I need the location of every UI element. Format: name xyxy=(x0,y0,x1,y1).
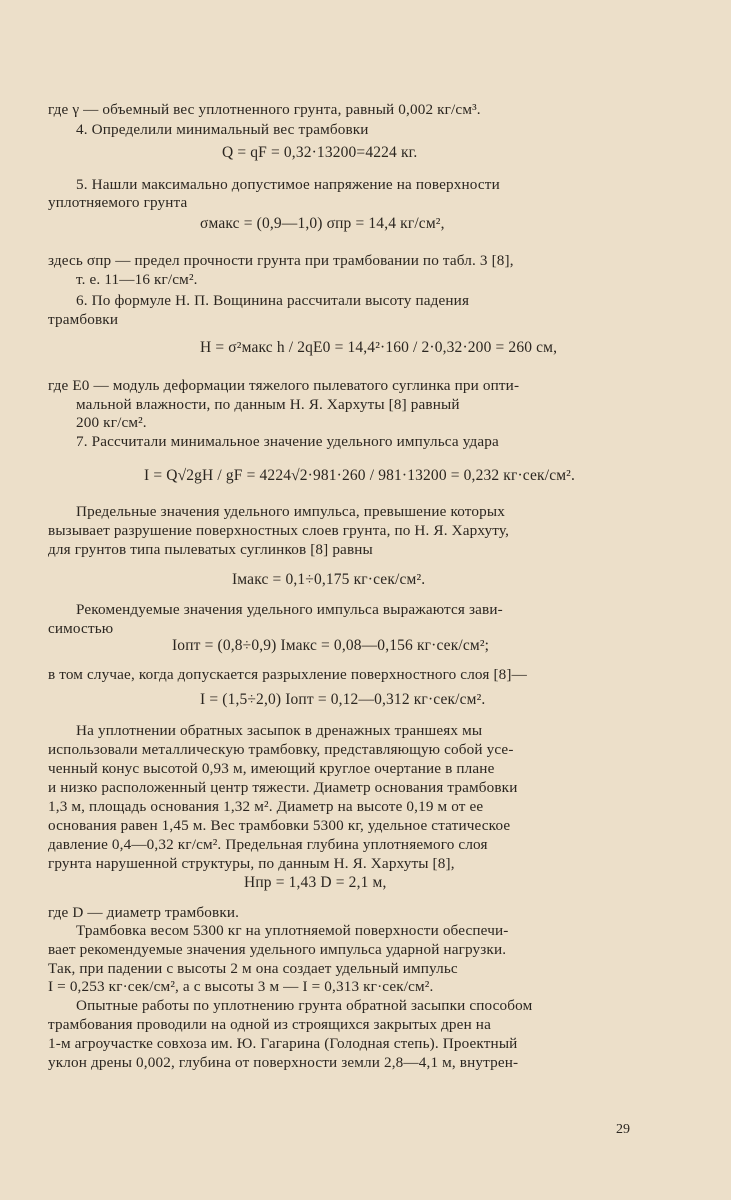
text-line: симостью xyxy=(48,620,114,637)
text-line: для грунтов типа пылеватых суглинков [8] равны xyxy=(48,541,373,558)
text-line: 1,3 м, площадь основания 1,32 м². Диаметр на высоте 0,19 м от ее xyxy=(48,798,484,815)
formula-impulse-opt: Iопт = (0,8÷0,9) Iмакс = 0,08—0,156 кг·сек/см²; xyxy=(172,637,490,654)
text-line: 1-м агроучастке совхоза им. Ю. Гагарина (Голодная степь). Проектный xyxy=(48,1035,518,1052)
text-line: 7. Рассчитали минимальное значение удельного импульса удара xyxy=(76,433,499,450)
text-line: На уплотнении обратных засыпок в дренажных траншеях мы xyxy=(76,722,483,739)
text-line: 4. Определили минимальный вес трамбовки xyxy=(76,121,369,138)
text-line: Трамбовка весом 5300 кг на уплотняемой поверхности обеспечи- xyxy=(76,922,509,939)
text-line: в том случае, когда допускается разрыхление поверхностного слоя [8]— xyxy=(48,666,527,683)
text-line: вает рекомендуемые значения удельного импульса ударной нагрузки. xyxy=(48,941,507,958)
text-line: 200 кг/см². xyxy=(76,414,147,431)
formula-impulse-loose: I = (1,5÷2,0) Iопт = 0,12—0,312 кг·сек/см². xyxy=(200,691,486,708)
text-line: I = 0,253 кг·сек/см², а с высоты 3 м — I = 0,313 кг·сек/см². xyxy=(48,978,434,995)
text-line: Рекомендуемые значения удельного импульса выражаются зави- xyxy=(76,601,503,618)
formula-weight: Q = qF = 0,32·13200=4224 кг. xyxy=(222,144,418,161)
formula-depth: Hпр = 1,43 D = 2,1 м, xyxy=(244,874,387,891)
text-line: вызывает разрушение поверхностных слоев грунта, по Н. Я. Хархуту, xyxy=(48,522,510,539)
text-line: использовали металлическую трамбовку, представляющую собой усе- xyxy=(48,741,514,758)
text-line: т. е. 11—16 кг/см². xyxy=(76,271,198,288)
text-line: уплотняемого грунта xyxy=(48,194,188,211)
text-line: ченный конус высотой 0,93 м, имеющий круглое очертание в плане xyxy=(48,760,495,777)
text-line: где D — диаметр трамбовки. xyxy=(48,904,240,921)
text-line: 6. По формуле Н. П. Вощинина рассчитали высоту падения xyxy=(76,292,470,309)
formula-impulse-max: Iмакс = 0,1÷0,175 кг·сек/см². xyxy=(232,571,426,588)
text-line: и низко расположенный центр тяжести. Диаметр основания трамбовки xyxy=(48,779,518,796)
text-line: где E0 — модуль деформации тяжелого пылеватого суглинка при опти- xyxy=(48,377,520,394)
text-line: Предельные значения удельного импульса, превышение которых xyxy=(76,503,505,520)
text-line: трамбования проводили на одной из строящихся закрытых дрен на xyxy=(48,1016,491,1033)
text-line: грунта нарушенной структуры, по данным Н. Я. Хархуты [8], xyxy=(48,855,455,872)
text-line: давление 0,4—0,32 кг/см². Предельная глубина уплотняемого слоя xyxy=(48,836,488,853)
page-number: 29 xyxy=(616,1122,630,1137)
text-line: Так, при падении с высоты 2 м она создает удельный импульс xyxy=(48,960,458,977)
text-line: Опытные работы по уплотнению грунта обратной засыпки способом xyxy=(76,997,533,1014)
text-line: 5. Нашли максимально допустимое напряжение на поверхности xyxy=(76,176,500,193)
text-line: где γ — объемный вес уплотненного грунта, равный 0,002 кг/см³. xyxy=(48,101,481,118)
text-line: основания равен 1,45 м. Вес трамбовки 5300 кг, удельное статическое xyxy=(48,817,511,834)
text-line: трамбовки xyxy=(48,311,119,328)
formula-height: H = σ²макс h / 2qE0 = 14,4²·160 / 2·0,32·200 = 260 см, xyxy=(200,339,558,356)
formula-stress: σмакс = (0,9—1,0) σпр = 14,4 кг/см², xyxy=(200,215,445,232)
formula-impulse: I = Q√2gH / gF = 4224√2·981·260 / 981·13200 = 0,232 кг·сек/см². xyxy=(144,467,575,484)
text-line: уклон дрены 0,002, глубина от поверхности земли 2,8—4,1 м, внутрен- xyxy=(48,1054,519,1071)
text-line: мальной влажности, по данным Н. Я. Хархуты [8] равный xyxy=(76,396,460,413)
text-line: здесь σпр — предел прочности грунта при трамбовании по табл. 3 [8], xyxy=(48,252,514,269)
